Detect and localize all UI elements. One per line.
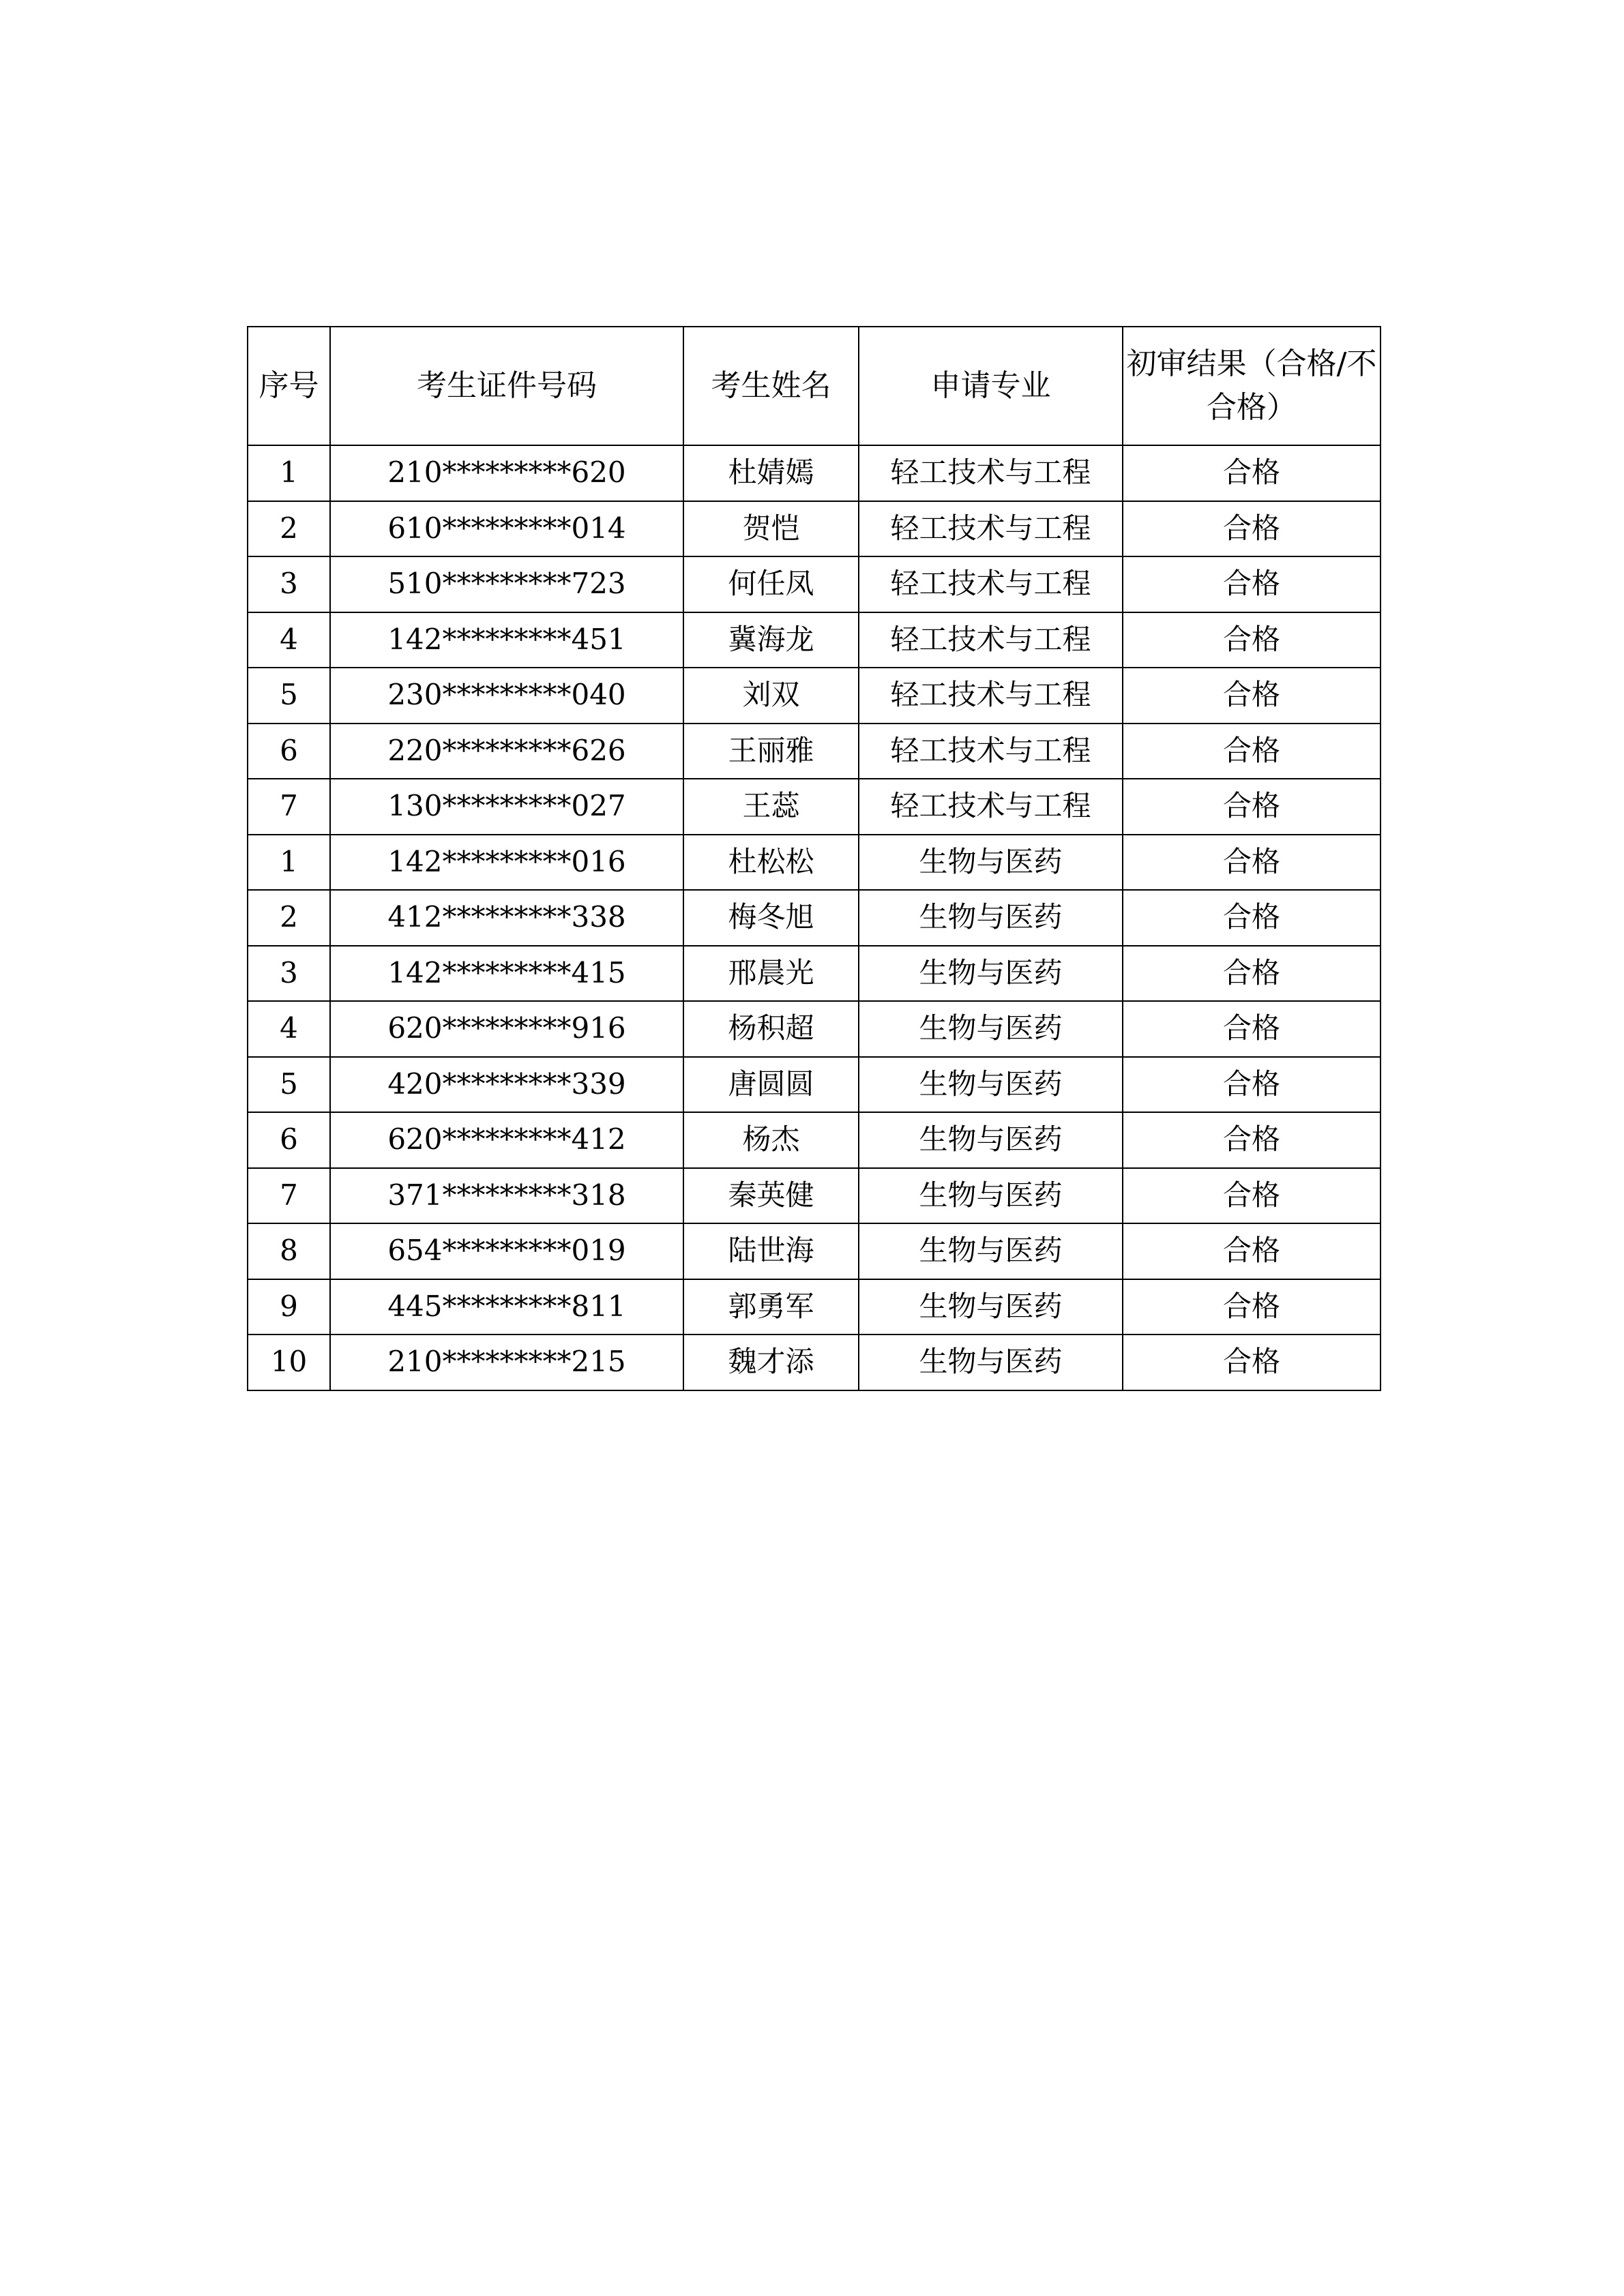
cell-major: 轻工技术与工程: [859, 779, 1123, 835]
cell-id-number: 142*********016: [330, 835, 683, 891]
cell-seq: 1: [248, 835, 330, 891]
cell-major: 轻工技术与工程: [859, 724, 1123, 779]
cell-id-number: 210*********215: [330, 1335, 683, 1390]
cell-seq: 6: [248, 1112, 330, 1168]
table-row: [248, 1168, 1381, 1224]
cell-seq: 5: [248, 668, 330, 724]
table-row: [248, 1223, 1381, 1279]
cell-result: 合格: [1123, 1335, 1381, 1390]
cell-major: 轻工技术与工程: [859, 668, 1123, 724]
cell-id-number: 420*********339: [330, 1057, 683, 1113]
table-body: [248, 445, 1381, 1390]
cell-id-number: 130*********027: [330, 779, 683, 835]
cell-name: 唐圆圆: [683, 1057, 859, 1113]
cell-name: 魏才添: [683, 1335, 859, 1390]
cell-major: 轻工技术与工程: [859, 445, 1123, 501]
cell-id-number: 654*********019: [330, 1223, 683, 1279]
header-result: 初审结果（合格/不合格）: [1123, 327, 1381, 445]
cell-result: 合格: [1123, 445, 1381, 501]
cell-result: 合格: [1123, 890, 1381, 946]
table-row: [248, 1112, 1381, 1168]
cell-name: 刘双: [683, 668, 859, 724]
header-major: 申请专业: [859, 327, 1123, 445]
cell-result: 合格: [1123, 1223, 1381, 1279]
table-row: [248, 556, 1381, 612]
cell-name: 冀海龙: [683, 612, 859, 668]
cell-major: 轻工技术与工程: [859, 612, 1123, 668]
header-row: [248, 327, 1381, 445]
cell-name: 郭勇军: [683, 1279, 859, 1335]
table-row: [248, 835, 1381, 891]
cell-name: 梅冬旭: [683, 890, 859, 946]
table-row: [248, 668, 1381, 724]
cell-seq: 4: [248, 612, 330, 668]
cell-seq: 10: [248, 1335, 330, 1390]
cell-name: 王蕊: [683, 779, 859, 835]
cell-id-number: 445*********811: [330, 1279, 683, 1335]
cell-seq: 3: [248, 946, 330, 1002]
cell-name: 杨积超: [683, 1001, 859, 1057]
cell-seq: 8: [248, 1223, 330, 1279]
cell-name: 贺恺: [683, 501, 859, 557]
cell-major: 轻工技术与工程: [859, 556, 1123, 612]
table-row: [248, 445, 1381, 501]
cell-result: 合格: [1123, 946, 1381, 1002]
table-row: [248, 1335, 1381, 1390]
cell-name: 王丽雅: [683, 724, 859, 779]
cell-result: 合格: [1123, 501, 1381, 557]
cell-id-number: 610*********014: [330, 501, 683, 557]
cell-id-number: 142*********415: [330, 946, 683, 1002]
table-row: [248, 1057, 1381, 1113]
cell-major: 生物与医药: [859, 1057, 1123, 1113]
cell-major: 生物与医药: [859, 1335, 1123, 1390]
cell-seq: 4: [248, 1001, 330, 1057]
cell-result: 合格: [1123, 668, 1381, 724]
cell-name: 邢晨光: [683, 946, 859, 1002]
cell-result: 合格: [1123, 612, 1381, 668]
cell-major: 生物与医药: [859, 1223, 1123, 1279]
cell-seq: 7: [248, 779, 330, 835]
table-row: [248, 779, 1381, 835]
cell-major: 生物与医药: [859, 1168, 1123, 1224]
cell-seq: 2: [248, 890, 330, 946]
cell-major: 生物与医药: [859, 835, 1123, 891]
cell-result: 合格: [1123, 779, 1381, 835]
cell-id-number: 210*********620: [330, 445, 683, 501]
cell-id-number: 620*********412: [330, 1112, 683, 1168]
cell-seq: 6: [248, 724, 330, 779]
table-row: [248, 612, 1381, 668]
header-id-number: 考生证件号码: [330, 327, 683, 445]
cell-id-number: 620*********916: [330, 1001, 683, 1057]
cell-result: 合格: [1123, 1279, 1381, 1335]
cell-seq: 7: [248, 1168, 330, 1224]
cell-name: 杜婧嫣: [683, 445, 859, 501]
cell-result: 合格: [1123, 556, 1381, 612]
table-row: [248, 1279, 1381, 1335]
table-row: [248, 1001, 1381, 1057]
table-row: [248, 946, 1381, 1002]
cell-major: 生物与医药: [859, 890, 1123, 946]
cell-major: 生物与医药: [859, 946, 1123, 1002]
cell-result: 合格: [1123, 1057, 1381, 1113]
cell-seq: 1: [248, 445, 330, 501]
cell-name: 秦英健: [683, 1168, 859, 1224]
cell-id-number: 230*********040: [330, 668, 683, 724]
cell-result: 合格: [1123, 1112, 1381, 1168]
table-row: [248, 501, 1381, 557]
cell-id-number: 510*********723: [330, 556, 683, 612]
cell-seq: 3: [248, 556, 330, 612]
header-seq: 序号: [248, 327, 330, 445]
cell-name: 何任凤: [683, 556, 859, 612]
table-header: [248, 327, 1381, 445]
cell-name: 杜松松: [683, 835, 859, 891]
table-row: [248, 890, 1381, 946]
table-row: [248, 724, 1381, 779]
cell-id-number: 220*********626: [330, 724, 683, 779]
review-result-table: [247, 326, 1381, 1391]
cell-result: 合格: [1123, 724, 1381, 779]
cell-id-number: 142*********451: [330, 612, 683, 668]
cell-major: 生物与医药: [859, 1279, 1123, 1335]
cell-id-number: 371*********318: [330, 1168, 683, 1224]
cell-result: 合格: [1123, 835, 1381, 891]
cell-name: 陆世海: [683, 1223, 859, 1279]
cell-major: 生物与医药: [859, 1112, 1123, 1168]
cell-seq: 9: [248, 1279, 330, 1335]
header-name: 考生姓名: [683, 327, 859, 445]
cell-major: 轻工技术与工程: [859, 501, 1123, 557]
cell-seq: 2: [248, 501, 330, 557]
cell-id-number: 412*********338: [330, 890, 683, 946]
cell-major: 生物与医药: [859, 1001, 1123, 1057]
cell-result: 合格: [1123, 1168, 1381, 1224]
cell-name: 杨杰: [683, 1112, 859, 1168]
cell-seq: 5: [248, 1057, 330, 1113]
cell-result: 合格: [1123, 1001, 1381, 1057]
